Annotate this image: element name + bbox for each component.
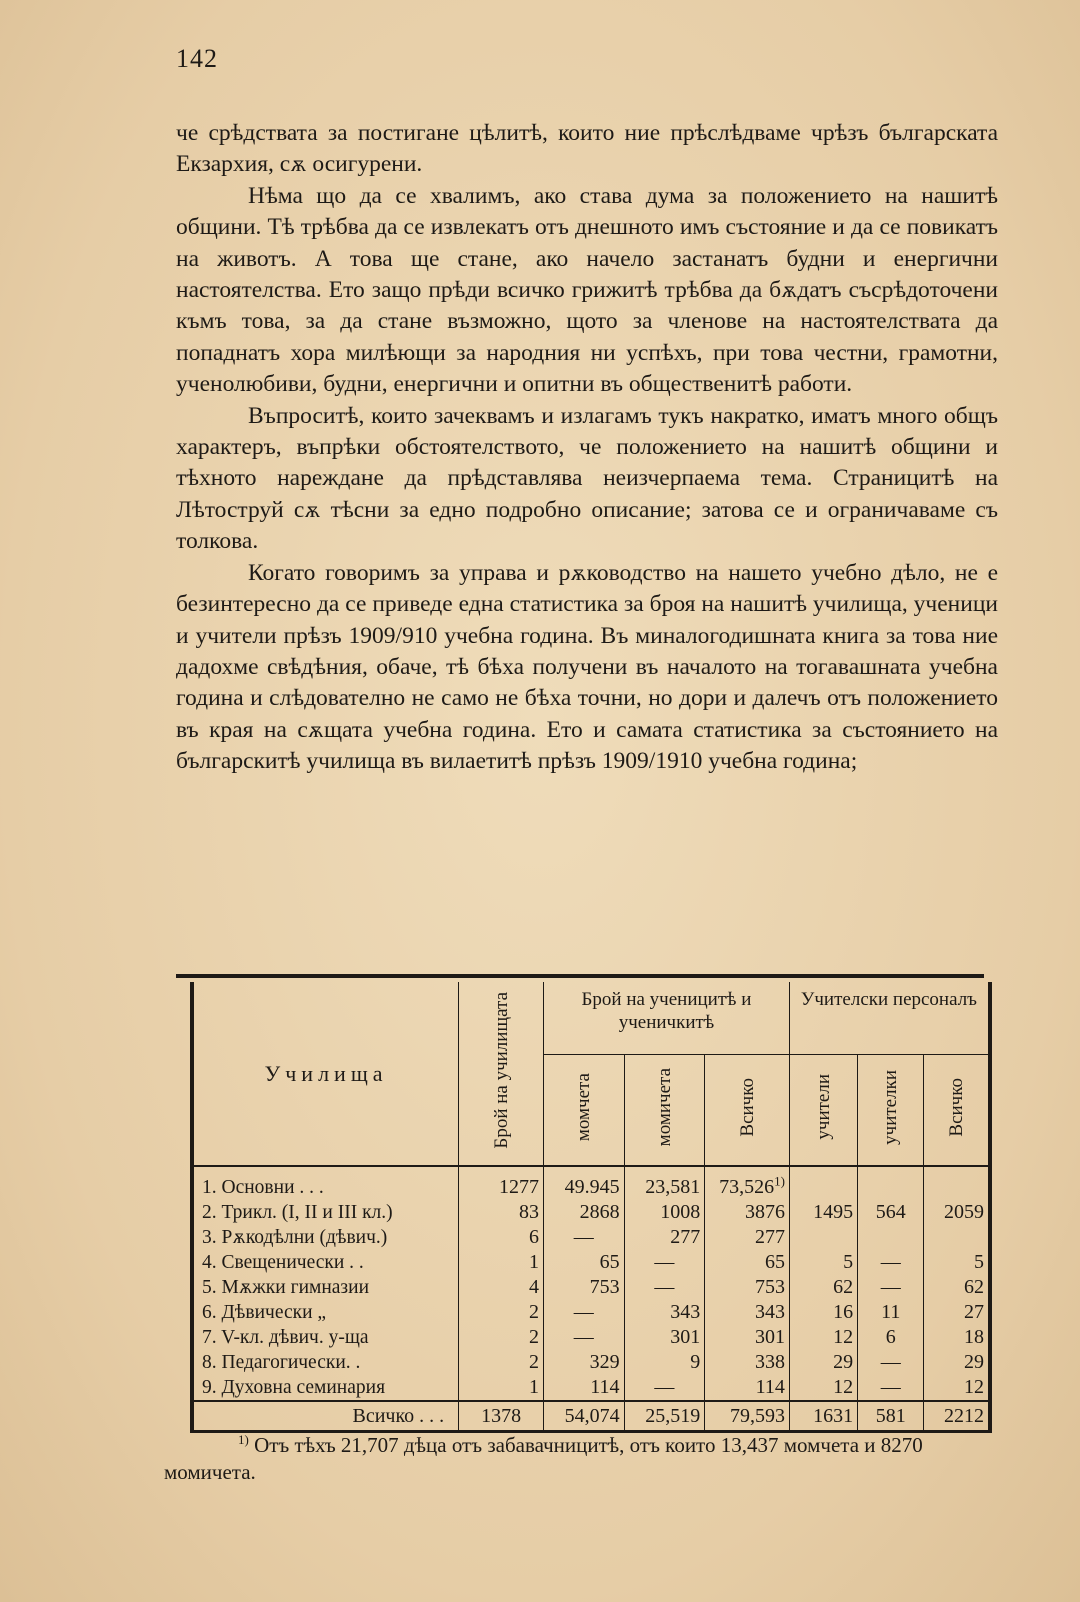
table-row [192,1166,990,1200]
row-teachers-total: 27 [924,1300,990,1325]
row-boys: 65 [543,1250,624,1275]
row-female-teachers [858,1166,924,1200]
table-row [192,1325,990,1350]
row-girls: 277 [624,1225,705,1250]
paragraph-3: Въпроситѣ, които зачеквамъ и излагамъ тукъ накратко, иматъ много общъ характеръ, въпрѣки обстоятелството, че положението на нашитѣ общини и тѣхното нареждане да прѣдставлява неизчерпаема тема. Страницитѣ на Лѣтоструй сѫ тѣсни за едно подробно описание; затова се и ограничаваме съ толкова. [176,402,998,555]
row-name: 4. Свещенически . . [192,1250,459,1275]
row-count: 83 [459,1200,544,1225]
row-girls: 9 [624,1350,705,1375]
table-row [192,1275,990,1300]
totals-girls: 25,519 [624,1401,705,1432]
header-schools: Училища [192,982,459,1166]
row-male-teachers: 12 [789,1325,857,1350]
footnote-ref: 1) [774,1173,785,1189]
paragraph-2: Нѣма що да се хвалимъ, ако става дума за положението на нашитѣ общини. Тѣ трѣбва да се извлекатъ отъ днешното имъ състояние и да се повикатъ на животъ. А това ще стане, ако начело застанатъ будни и енергични настоятелства. Ето защо прѣди всичко грижитѣ трѣбва да бѫдатъ съсрѣдоточени къмъ това, за да стане възможно, щото за членове на настоятелствата да попаднатъ хора милѣющи за народния ни успѣхъ, при това честни, грамотни, ученолюбиви, будни, енергични и опитни въ общественитѣ работи. [176,182,998,398]
header-girls [624,1055,705,1167]
table-row [192,1200,990,1225]
row-name: 2. Трикл. (I, II и III кл.) [192,1200,459,1225]
totals-female-teachers: 581 [858,1401,924,1432]
row-total: 277 [705,1225,790,1250]
table-row [192,1250,990,1275]
row-girls: 343 [624,1300,705,1325]
row-count: 1277 [459,1166,544,1200]
row-total: 338 [705,1350,790,1375]
header-teachers-group: Учителски персоналъ [789,982,990,1055]
row-boys: 329 [543,1350,624,1375]
row-total: 3876 [705,1200,790,1225]
totals-teachers: 2212 [924,1401,990,1432]
header-students-total-label: Всичко [736,1077,758,1137]
row-name: 8. Педагогически. . [192,1350,459,1375]
table-row [192,1350,990,1375]
row-boys: — [543,1325,624,1350]
header-students-total [705,1055,790,1167]
row-girls: 23,581 [624,1166,705,1200]
header-girls-label: момичета [653,1067,675,1147]
totals-row [192,1401,990,1432]
row-girls: 1008 [624,1200,705,1225]
row-female-teachers: 11 [858,1300,924,1325]
row-male-teachers: 29 [789,1350,857,1375]
totals-male-teachers: 1631 [789,1401,857,1432]
row-girls: 301 [624,1325,705,1350]
row-boys: 114 [543,1375,624,1401]
row-female-teachers [858,1225,924,1250]
row-total: 301 [705,1325,790,1350]
page-number: 142 [176,44,218,73]
row-female-teachers: — [858,1250,924,1275]
row-teachers-total [924,1166,990,1200]
footnote-text: Отъ тѣхъ 21,707 дѣца отъ забавачницитѣ, отъ които 13,437 момчета и 8270 момичета. [164,1433,923,1484]
paragraph-4: Когато говоримъ за управа и рѫководство на нашето учебно дѣло, не е безинтересно да се приведе една статистика за броя на нашитѣ училища, ученици и учители прѣзъ 1909/910 учебна година. Въ миналогодишната книга за това ние дадохме свѣдѣния, обаче, тѣ бѣха получени въ началото на тогавашната учебна година и слѣдователно не само не бѣха точни, но дори и далечъ отъ положението въ края на сѫщата учебна година. Ето и самата статистика за състоянието на българскитѣ училища въ вилаетитѣ прѣзъ 1909/1910 учебна година; [176,559,998,775]
row-male-teachers: 12 [789,1375,857,1401]
row-total: 114 [705,1375,790,1401]
row-count: 4 [459,1275,544,1300]
row-name: 6. Дѣвически „ [192,1300,459,1325]
table-row [192,1225,990,1250]
totals-boys: 54,074 [543,1401,624,1432]
row-girls: — [624,1275,705,1300]
row-teachers-total: 18 [924,1325,990,1350]
row-boys: — [543,1225,624,1250]
row-male-teachers [789,1225,857,1250]
statistics-table-container [176,974,984,1433]
row-female-teachers: — [858,1350,924,1375]
row-male-teachers [789,1166,857,1200]
header-male-teachers-label: учители [813,1074,835,1140]
row-count: 2 [459,1350,544,1375]
row-teachers-total: 2059 [924,1200,990,1225]
totals-label: Всичко . . . [192,1401,459,1432]
table-row [192,1375,990,1401]
header-students-group: Брой на ученицитѣ и ученичкитѣ [543,982,789,1055]
totals-students: 79,593 [705,1401,790,1432]
row-name: 1. Основни . . . [192,1166,459,1200]
header-teachers-total-label: Всичко [945,1077,967,1137]
row-boys: 2868 [543,1200,624,1225]
row-count: 1 [459,1375,544,1401]
row-total: 753 [705,1275,790,1300]
row-name: 5. Мѫжки гимназии [192,1275,459,1300]
table-top-rule [176,974,984,978]
row-name: 9. Духовна семинария [192,1375,459,1401]
row-female-teachers: — [858,1375,924,1401]
row-total [705,1166,790,1200]
row-boys: — [543,1300,624,1325]
table-row [192,1300,990,1325]
row-male-teachers: 1495 [789,1200,857,1225]
footnote-mark: 1) [238,1432,249,1447]
paragraph-1: че срѣдствата за постигане цѣлитѣ, които ние прѣслѣдваме чрѣзъ българската Екзархия, сѫ осигурени. [176,120,998,178]
row-teachers-total: 29 [924,1350,990,1375]
row-name: 3. Рѫкодѣлни (дѣвич.) [192,1225,459,1250]
totals-count: 1378 [459,1401,544,1432]
header-teachers-total [924,1055,990,1167]
row-male-teachers: 62 [789,1275,857,1300]
row-count: 2 [459,1300,544,1325]
row-girls: — [624,1375,705,1401]
school-statistics-table [190,982,992,1433]
row-boys: 753 [543,1275,624,1300]
header-male-teachers [789,1055,857,1167]
row-count: 2 [459,1325,544,1350]
footnote [164,1432,998,1486]
row-teachers-total: 5 [924,1250,990,1275]
row-total: 343 [705,1300,790,1325]
row-male-teachers: 5 [789,1250,857,1275]
header-school-count [459,982,544,1166]
header-female-teachers-label: учителки [880,1069,902,1145]
row-total-value: 73,526 [719,1176,775,1198]
row-female-teachers: — [858,1275,924,1300]
header-female-teachers [858,1055,924,1167]
header-school-count-label: Брой на училищата [490,992,512,1149]
row-count: 6 [459,1225,544,1250]
row-teachers-total [924,1225,990,1250]
row-girls: — [624,1250,705,1275]
row-teachers-total: 12 [924,1375,990,1401]
row-boys: 49.945 [543,1166,624,1200]
row-total: 65 [705,1250,790,1275]
header-boys-label: момчета [573,1072,595,1142]
body-text [176,118,998,778]
row-female-teachers: 6 [858,1325,924,1350]
row-teachers-total: 62 [924,1275,990,1300]
row-male-teachers: 16 [789,1300,857,1325]
row-name: 7. V-кл. дѣвич. у-ща [192,1325,459,1350]
row-count: 1 [459,1250,544,1275]
row-female-teachers: 564 [858,1200,924,1225]
header-boys [543,1055,624,1167]
